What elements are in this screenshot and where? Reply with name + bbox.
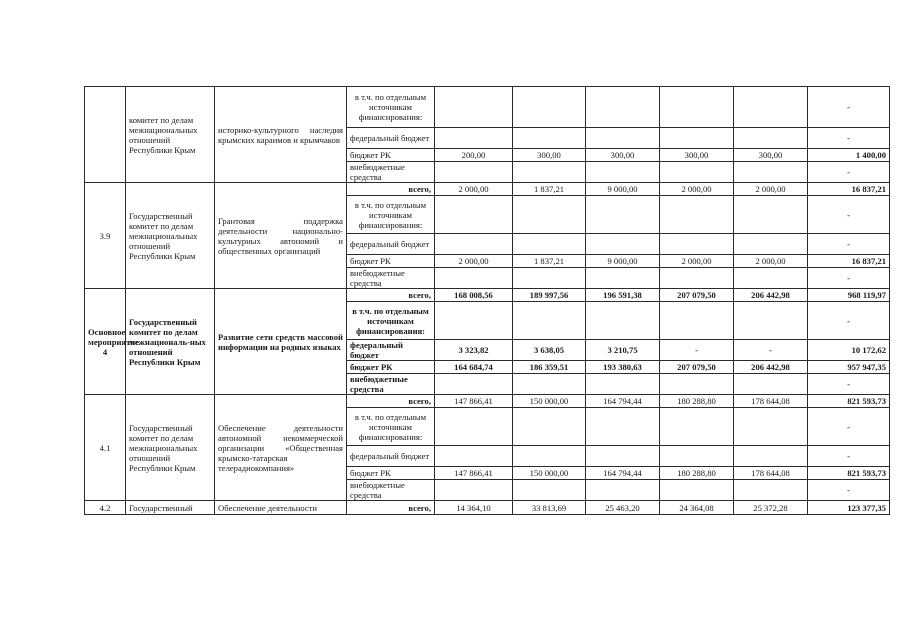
amount-year-cell: 9 000,00 — [586, 183, 660, 196]
amount-year-cell: 3 323,82 — [435, 340, 513, 361]
responsible-executor: Государственный комитет по делам межнациональ-ных отношений Республики Крым — [126, 289, 215, 395]
amount-year-cell — [513, 480, 586, 501]
amount-total-cell: - — [808, 268, 890, 289]
amount-year-cell — [435, 480, 513, 501]
amount-year-cell: 1 837,21 — [513, 183, 586, 196]
amount-year-cell — [660, 234, 734, 255]
funding-source-label: в т.ч. по отдельным источникам финансирования: — [347, 196, 435, 234]
amount-total-cell: - — [808, 128, 890, 149]
amount-year-cell — [586, 446, 660, 467]
amount-year-cell — [586, 234, 660, 255]
amount-year-cell — [734, 87, 808, 128]
funding-source-label: внебюджетные средства — [347, 374, 435, 395]
amount-total-cell: - — [808, 302, 890, 340]
amount-year-cell: 300,00 — [734, 149, 808, 162]
amount-total-cell: 821 593,73 — [808, 395, 890, 408]
responsible-executor: Государственный — [126, 501, 215, 515]
table-body — [85, 87, 890, 515]
amount-year-cell — [513, 162, 586, 183]
funding-source-label: внебюджетные средства — [347, 162, 435, 183]
funding-source-label: в т.ч. по отдельным источникам финансирования: — [347, 302, 435, 340]
amount-year-cell: 147 866,41 — [435, 467, 513, 480]
amount-year-cell: 2 000,00 — [660, 255, 734, 268]
measure-description: Грантовая поддержка деятельности национально-культурных автономий и общественных организаций — [215, 183, 347, 289]
amount-year-cell: 2 000,00 — [435, 183, 513, 196]
funding-source-label: бюджет РК — [347, 149, 435, 162]
item-number — [85, 87, 126, 183]
amount-year-cell — [734, 446, 808, 467]
amount-year-cell — [586, 302, 660, 340]
funding-source-label: в т.ч. по отдельным источникам финансирования: — [347, 408, 435, 446]
amount-year-cell: 25 372,28 — [734, 501, 808, 515]
amount-year-cell: 200,00 — [435, 149, 513, 162]
amount-year-cell: 24 364,08 — [660, 501, 734, 515]
amount-year-cell — [734, 162, 808, 183]
amount-year-cell: 164 794,44 — [586, 395, 660, 408]
measure-description: Обеспечение деятельности автономной некоммерческой организации «Общественная крымско-татарская телерадиокомпания» — [215, 395, 347, 501]
amount-year-cell — [435, 128, 513, 149]
amount-total-cell: - — [808, 374, 890, 395]
amount-year-cell — [513, 196, 586, 234]
amount-year-cell: 2 000,00 — [660, 183, 734, 196]
amount-year-cell: 2 000,00 — [734, 255, 808, 268]
total-row — [85, 501, 890, 515]
amount-year-cell: 300,00 — [660, 149, 734, 162]
amount-year-cell: 300,00 — [586, 149, 660, 162]
funding-source-label: бюджет РК — [347, 467, 435, 480]
funding-source-label: всего, — [347, 501, 435, 515]
total-row — [85, 183, 890, 196]
funding-source-label: в т.ч. по отдельным источникам финансирования: — [347, 87, 435, 128]
amount-year-cell — [513, 87, 586, 128]
amount-total-cell: 821 593,73 — [808, 467, 890, 480]
amount-year-cell: 207 079,50 — [660, 289, 734, 302]
amount-year-cell: 196 591,38 — [586, 289, 660, 302]
amount-year-cell — [734, 128, 808, 149]
funding-source-label: бюджет РК — [347, 255, 435, 268]
amount-total-cell: - — [808, 480, 890, 501]
amount-year-cell — [435, 302, 513, 340]
amount-year-cell — [435, 446, 513, 467]
measure-description: историко-культурного наследия крымских караимов и крымчаков — [215, 87, 347, 183]
amount-year-cell: 180 288,80 — [660, 467, 734, 480]
amount-year-cell — [734, 234, 808, 255]
amount-year-cell — [586, 196, 660, 234]
amount-year-cell — [734, 374, 808, 395]
amount-year-cell: 25 463,20 — [586, 501, 660, 515]
amount-year-cell: 178 644,08 — [734, 395, 808, 408]
amount-year-cell: 164 794,44 — [586, 467, 660, 480]
amount-year-cell — [586, 87, 660, 128]
amount-year-cell: 150 000,00 — [513, 467, 586, 480]
amount-year-cell: 300,00 — [513, 149, 586, 162]
amount-year-cell — [586, 268, 660, 289]
amount-total-cell: 16 837,21 — [808, 183, 890, 196]
amount-total-cell: 957 947,35 — [808, 361, 890, 374]
amount-year-cell — [660, 268, 734, 289]
amount-year-cell — [660, 302, 734, 340]
responsible-executor: Государственный комитет по делам межнациональных отношений Республики Крым — [126, 395, 215, 501]
amount-year-cell — [435, 196, 513, 234]
amount-year-cell — [660, 162, 734, 183]
amount-year-cell — [660, 196, 734, 234]
amount-year-cell: 33 813,69 — [513, 501, 586, 515]
amount-year-cell: 168 008,56 — [435, 289, 513, 302]
funding-source-label: федеральный бюджет — [347, 128, 435, 149]
amount-year-cell — [660, 374, 734, 395]
total-row — [85, 289, 890, 302]
amount-total-cell: - — [808, 87, 890, 128]
amount-total-cell: 10 172,62 — [808, 340, 890, 361]
item-number: 4.2 — [85, 501, 126, 515]
amount-total-cell: 1 400,00 — [808, 149, 890, 162]
financing-table — [84, 86, 890, 515]
measure-description: Развитие сети средств массовой информации на родных языках — [215, 289, 347, 395]
amount-year-cell: 2 000,00 — [734, 183, 808, 196]
funding-source-label: федеральный бюджет — [347, 234, 435, 255]
amount-year-cell: 178 644,08 — [734, 467, 808, 480]
amount-year-cell: 3 638,05 — [513, 340, 586, 361]
amount-year-cell — [660, 408, 734, 446]
amount-year-cell — [513, 234, 586, 255]
amount-year-cell — [660, 480, 734, 501]
item-number: 4.1 — [85, 395, 126, 501]
amount-year-cell — [734, 408, 808, 446]
funding-source-label: бюджет РК — [347, 361, 435, 374]
amount-year-cell: 186 359,51 — [513, 361, 586, 374]
amount-year-cell — [586, 374, 660, 395]
amount-year-cell: 150 000,00 — [513, 395, 586, 408]
amount-year-cell: 9 000,00 — [586, 255, 660, 268]
amount-year-cell — [513, 268, 586, 289]
responsible-executor: Государственный комитет по делам межнациональных отношений Республики Крым — [126, 183, 215, 289]
responsible-executor: комитет по делам межнациональных отношений Республики Крым — [126, 87, 215, 183]
sources-row — [85, 87, 890, 128]
amount-year-cell — [513, 302, 586, 340]
amount-year-cell — [660, 87, 734, 128]
item-number: 3.9 — [85, 183, 126, 289]
amount-year-cell — [586, 408, 660, 446]
funding-source-label: всего, — [347, 395, 435, 408]
amount-year-cell — [586, 162, 660, 183]
amount-year-cell — [660, 446, 734, 467]
amount-year-cell — [435, 87, 513, 128]
amount-year-cell — [734, 480, 808, 501]
amount-total-cell: 968 119,97 — [808, 289, 890, 302]
amount-year-cell: 207 079,50 — [660, 361, 734, 374]
amount-year-cell: 180 288,80 — [660, 395, 734, 408]
amount-total-cell: 16 837,21 — [808, 255, 890, 268]
amount-year-cell — [586, 480, 660, 501]
funding-source-label: всего, — [347, 183, 435, 196]
amount-year-cell: 164 684,74 — [435, 361, 513, 374]
amount-total-cell: - — [808, 446, 890, 467]
measure-description: Обеспечение деятельности — [215, 501, 347, 515]
amount-year-cell — [513, 408, 586, 446]
amount-year-cell — [660, 128, 734, 149]
amount-year-cell — [435, 162, 513, 183]
amount-year-cell: 206 442,98 — [734, 289, 808, 302]
amount-year-cell — [513, 446, 586, 467]
amount-year-cell — [435, 234, 513, 255]
amount-total-cell: - — [808, 408, 890, 446]
funding-source-label: федеральный бюджет — [347, 340, 435, 361]
amount-total-cell: - — [808, 196, 890, 234]
amount-year-cell: 193 380,63 — [586, 361, 660, 374]
amount-year-cell — [435, 374, 513, 395]
amount-total-cell: 123 377,35 — [808, 501, 890, 515]
amount-year-cell: 14 364,10 — [435, 501, 513, 515]
amount-year-cell: 147 866,41 — [435, 395, 513, 408]
amount-year-cell: 3 210,75 — [586, 340, 660, 361]
amount-year-cell — [513, 374, 586, 395]
amount-year-cell: - — [734, 340, 808, 361]
item-number: Основное мероприятие 4 — [85, 289, 126, 395]
amount-year-cell: 2 000,00 — [435, 255, 513, 268]
amount-year-cell: - — [660, 340, 734, 361]
funding-source-label: внебюджетные средства — [347, 480, 435, 501]
funding-source-label: федеральный бюджет — [347, 446, 435, 467]
amount-year-cell: 1 837,21 — [513, 255, 586, 268]
total-row — [85, 395, 890, 408]
amount-year-cell — [734, 196, 808, 234]
amount-year-cell: 189 997,56 — [513, 289, 586, 302]
amount-year-cell — [586, 128, 660, 149]
amount-year-cell — [734, 268, 808, 289]
amount-year-cell: 206 442,98 — [734, 361, 808, 374]
amount-year-cell — [734, 302, 808, 340]
amount-year-cell — [435, 268, 513, 289]
amount-year-cell — [435, 408, 513, 446]
amount-total-cell: - — [808, 234, 890, 255]
amount-year-cell — [513, 128, 586, 149]
funding-source-label: внебюджетные средства — [347, 268, 435, 289]
funding-source-label: всего, — [347, 289, 435, 302]
amount-total-cell: - — [808, 162, 890, 183]
